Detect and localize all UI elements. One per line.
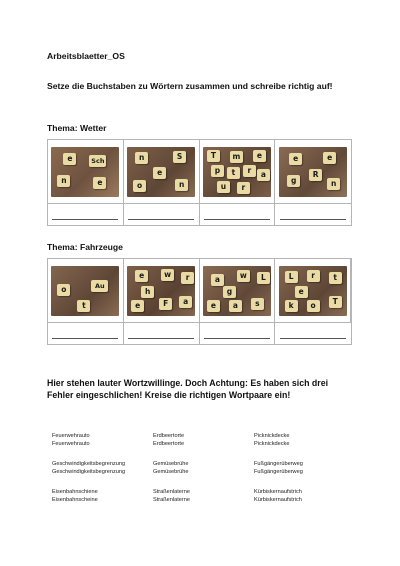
letter-tile: s: [251, 298, 264, 310]
word-pair[interactable]: [254, 488, 302, 505]
letter-tile: t: [77, 300, 90, 312]
document-title: Arbeitsblaetter_OS: [47, 51, 125, 61]
letter-tiles-photo: [51, 266, 119, 316]
letter-tile: n: [57, 175, 70, 187]
weather-image-cell: [48, 140, 124, 203]
letter-tile: t: [227, 167, 240, 179]
main-instruction: Setze die Buchstaben zu Wörtern zusammen und schreibe richtig auf!: [47, 81, 333, 91]
letter-tile: m: [230, 151, 243, 163]
word: Straßenlaterne: [153, 497, 191, 504]
letter-tile: L: [257, 272, 270, 284]
letter-tile: e: [135, 270, 148, 282]
word: Eisenbahnscheine: [52, 497, 98, 504]
letter-tile: r: [181, 272, 194, 284]
letter-tile: h: [141, 286, 154, 298]
letter-tile: a: [229, 300, 242, 312]
letter-tile: w: [161, 269, 174, 281]
letter-tile: e: [207, 300, 220, 312]
word-pair[interactable]: [153, 460, 188, 477]
answer-cell[interactable]: [124, 203, 200, 225]
letter-tile: e: [63, 153, 76, 165]
letter-tiles-photo: [51, 147, 119, 197]
letter-tile: k: [285, 300, 298, 312]
weather-image-cell: [275, 140, 351, 203]
word: Straßenlaterne: [153, 489, 191, 495]
word: Kürbiskernaufstrich: [254, 489, 302, 495]
letter-tile: e: [93, 177, 106, 189]
word-pair[interactable]: [254, 460, 303, 477]
letter-tile: e: [323, 152, 336, 164]
answer-line[interactable]: [280, 338, 346, 339]
letter-tile: Au: [91, 280, 108, 292]
answer-cell[interactable]: [200, 322, 276, 344]
vehicle-image-cell: [48, 259, 124, 322]
letter-tiles-photo: [127, 147, 195, 197]
letter-tiles-photo: [203, 147, 271, 197]
letter-tile: n: [135, 152, 148, 164]
letter-tile: T: [207, 150, 220, 162]
letter-tile: w: [237, 270, 250, 282]
letter-tile: o: [57, 284, 70, 296]
word: Geschwindigkeitsbegrenzung: [52, 469, 126, 476]
word: Fußgängerüberweg: [254, 461, 303, 467]
letter-tile: L: [285, 271, 298, 283]
word-pair[interactable]: [52, 432, 90, 449]
weather-image-cell: [200, 140, 276, 203]
letter-tile: F: [159, 298, 172, 310]
letter-tile: e: [295, 286, 308, 298]
letter-tile: r: [307, 270, 320, 282]
word: Feuerwehrauto: [52, 441, 90, 448]
answer-cell[interactable]: [275, 322, 351, 344]
word: Feuerwehrauto: [52, 433, 90, 439]
letter-tile: a: [179, 296, 192, 308]
word: Eisenbahnschiene: [52, 489, 98, 495]
letter-tile: r: [237, 182, 250, 194]
letter-tile: r: [243, 165, 256, 177]
word-pair[interactable]: [254, 432, 289, 449]
letter-tile: a: [211, 274, 224, 286]
word-pair[interactable]: [153, 488, 190, 505]
vehicles-table: [47, 258, 352, 345]
letter-tile: R: [309, 169, 322, 181]
weather-image-cell: [124, 140, 200, 203]
letter-tile: e: [289, 153, 302, 165]
letter-tile: g: [223, 286, 236, 298]
letter-tile: p: [211, 165, 224, 177]
letter-tile: S: [173, 151, 186, 163]
answer-line[interactable]: [52, 338, 118, 339]
weather-table: [47, 139, 352, 226]
word: Fußgängerüberweg: [254, 469, 303, 476]
letter-tile: n: [327, 178, 340, 190]
letter-tile: u: [217, 181, 230, 193]
section-title-vehicles: Thema: Fahrzeuge: [47, 242, 123, 252]
word: Geschwindigkeitsbegrenzung: [52, 461, 126, 467]
letter-tile: o: [133, 180, 146, 192]
letter-tile: o: [307, 300, 320, 312]
word-pair[interactable]: [52, 488, 98, 505]
letter-tile: e: [131, 300, 144, 312]
word: Erdbeertorte: [153, 433, 185, 439]
answer-cell[interactable]: [48, 322, 124, 344]
twins-instruction: Hier stehen lauter Wortzwillinge. Doch Achtung: Es haben sich drei Fehler eingeschlichen! Kreise die richtigen Wortpaare ein!: [47, 378, 329, 401]
word: Kürbiskernaufstrich: [254, 497, 302, 504]
letter-tile: Sch: [91, 156, 105, 165]
letter-tiles-photo: [127, 266, 195, 316]
answer-line[interactable]: [280, 219, 346, 220]
word-pair[interactable]: [153, 432, 184, 449]
word-pair[interactable]: [52, 460, 125, 477]
letter-tiles-photo: [203, 266, 271, 316]
answer-line[interactable]: [52, 219, 118, 220]
answer-line[interactable]: [128, 338, 194, 339]
letter-tile: T: [329, 296, 342, 308]
letter-tiles-photo: [279, 266, 347, 316]
answer-line[interactable]: [204, 219, 270, 220]
letter-tile: e: [253, 150, 266, 162]
letter-tile: t: [329, 272, 342, 284]
vehicle-image-cell: [200, 259, 276, 322]
word: Picknickdecke: [254, 433, 290, 439]
section-title-weather: Thema: Wetter: [47, 123, 107, 133]
word: Gemüsebrühe: [153, 469, 189, 476]
letter-tile: e: [153, 167, 166, 179]
answer-cell[interactable]: [48, 203, 124, 225]
answer-line[interactable]: [128, 219, 194, 220]
vehicle-image-cell: [275, 259, 351, 322]
word: Erdbeertorte: [153, 441, 185, 448]
letter-tiles-photo: [279, 147, 347, 197]
answer-cell[interactable]: [200, 203, 276, 225]
answer-cell[interactable]: [275, 203, 351, 225]
word: Picknickdecke: [254, 441, 290, 448]
word: Gemüsebrühe: [153, 461, 189, 467]
answer-cell[interactable]: [124, 322, 200, 344]
letter-tile: g: [287, 175, 300, 187]
letter-tile: a: [257, 169, 270, 181]
answer-line[interactable]: [204, 338, 270, 339]
vehicle-image-cell: [124, 259, 200, 322]
letter-tile: n: [175, 179, 188, 191]
